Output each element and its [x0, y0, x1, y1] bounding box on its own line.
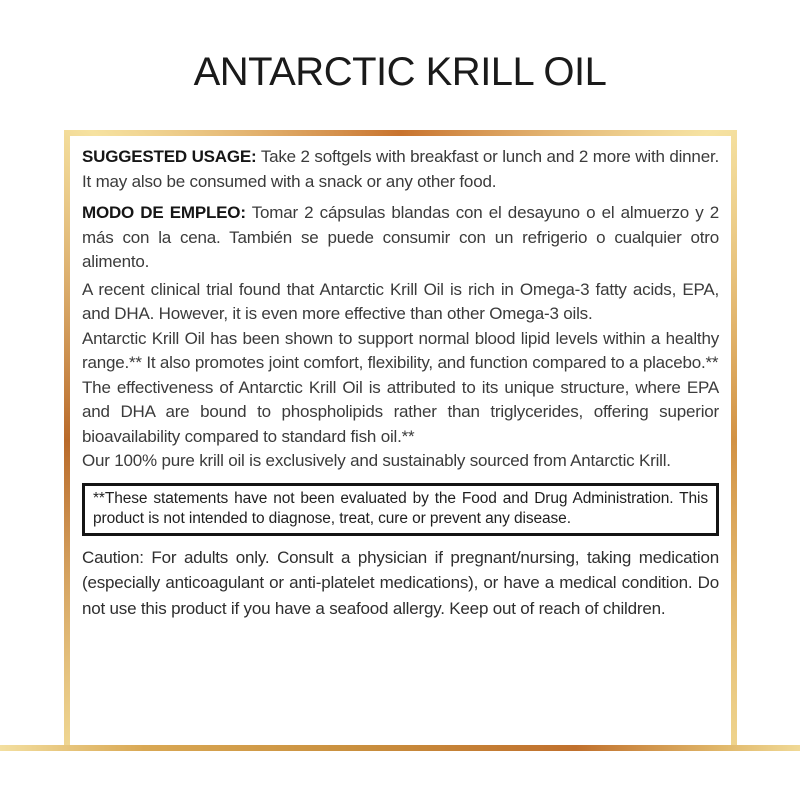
blood-lipid-paragraph: Antarctic Krill Oil has been shown to support normal blood lipid levels within a healthy range.** It also promotes joint comfort, flexibility, and function compared to a placebo.** [82, 328, 719, 372]
suggested-usage-heading: SUGGESTED USAGE: [82, 147, 257, 166]
modo-de-empleo-text: Tomar 2 cápsulas blandas con el desayuno o el almuerzo y 2 más con la cena. También se puede consumir con un refrigerio o cualquier otro alimento. [82, 203, 719, 271]
label-panel [70, 136, 731, 745]
fda-disclaimer-text: **These statements have not been evaluated by the Food and Drug Administration. This product is not intended to diagnose, treat, cure or prevent any disease. [93, 489, 708, 527]
modo-de-empleo-paragraph [82, 201, 719, 275]
page-title: ANTARCTIC KRILL OIL [193, 50, 607, 94]
fda-disclaimer-box [82, 483, 719, 536]
modo-de-empleo-heading: MODO DE EMPLEO: [82, 203, 246, 222]
suggested-usage-paragraph [82, 145, 719, 194]
suggested-usage-text: Take 2 softgels with breakfast or lunch and 2 more with dinner. It may also be consumed with a snack or any other food. [82, 147, 719, 191]
gold-border-frame [64, 130, 737, 751]
clinical-trial-paragraph: A recent clinical trial found that Antarctic Krill Oil is rich in Omega-3 fatty acids, EPA, and DHA. However, it is even more effective than other Omega-3 oils. [82, 279, 719, 323]
effectiveness-paragraph: The effectiveness of Antarctic Krill Oil is attributed to its unique structure, where EPA and DHA are bound to phospholipids rather than triglycerides, offering superior bioavailability compared to standard fish oil.** [82, 377, 719, 446]
caution-paragraph: Caution: For adults only. Consult a physician if pregnant/nursing, taking medication (especially anticoagulant or anti-platelet medications), or have a medical condition. Do not use this product if you have a seafood allergy. Keep out of reach of children. [82, 547, 719, 618]
bottom-gold-stripe [0, 745, 800, 751]
sourcing-paragraph: Our 100% pure krill oil is exclusively and sustainably sourced from Antarctic Krill. [82, 451, 671, 470]
